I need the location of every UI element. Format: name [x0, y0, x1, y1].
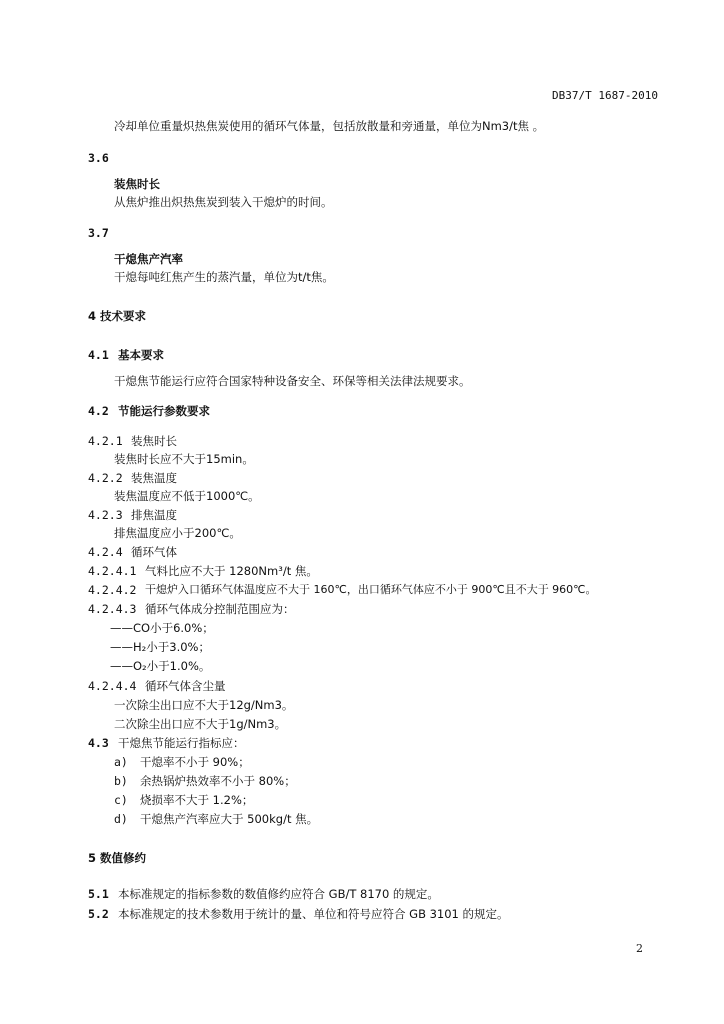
term-3-7: 干熄焦产汽率 [114, 252, 183, 266]
paragraph-5-2: 本标准规定的技术参数用于统计的量、单位和符号应符合 GB 3101 的规定。 [118, 907, 509, 921]
clause-number-4-2-3: 4.2.3 [88, 508, 123, 522]
clause-number-4-2-4-1: 4.2.4.1 [88, 564, 137, 578]
clause-number-3-7: 3.7 [88, 226, 109, 240]
clause-number-4-2-4-3: 4.2.4.3 [88, 602, 137, 616]
clause-number-3-6: 3.6 [88, 151, 109, 165]
clause-title-4-2-4: 循环气体 [131, 545, 177, 559]
clause-number-4-1: 4.1 [88, 348, 109, 362]
clause-title-4-2-2: 装焦温度 [131, 471, 177, 485]
list-marker-c: c) [114, 793, 128, 807]
clause-title-4-2: 节能运行参数要求 [118, 404, 210, 418]
paragraph-3-5-cont: 冷却单位重量炽热焦炭使用的循环气体量，包括放散量和旁通量，单位为Nm3/t焦 。 [114, 119, 545, 133]
paragraph-4-2-4-1: 气料比应不大于 1280Nm³/t 焦。 [145, 564, 318, 578]
clause-number-4-2-1: 4.2.1 [88, 434, 123, 448]
clause-number-4-2-4: 4.2.4 [88, 545, 123, 559]
list-item-c: 烧损率不大于 1.2%； [140, 793, 254, 807]
list-item-primary-dust: 一次除尘出口应不大于12g/Nm3。 [114, 698, 294, 712]
list-item-secondary-dust: 二次除尘出口应不大于1g/Nm3。 [114, 717, 287, 731]
list-marker-b: b) [114, 774, 128, 788]
list-item-co: ——CO小于6.0%； [110, 621, 214, 635]
definition-3-6: 从焦炉推出炽热焦炭到装入干熄炉的时间。 [114, 195, 333, 209]
definition-3-7: 干熄每吨红焦产生的蒸汽量，单位为t/t焦。 [114, 270, 334, 284]
paragraph-4-2-4-3: 循环气体成分控制范围应为： [145, 602, 295, 616]
clause-number-4-2-4-2: 4.2.4.2 [88, 583, 137, 597]
clause-title-4-3: 干熄焦节能运行指标应： [118, 736, 245, 750]
clause-number-4-2: 4.2 [88, 404, 109, 418]
clause-number-5-1: 5.1 [88, 887, 109, 901]
list-item-o2: ——O₂小于1.0%。 [110, 659, 211, 673]
list-item-d: 干熄焦产汽率应大于 500kg/t 焦。 [140, 812, 319, 826]
paragraph-4-2-1: 装焦时长应不大于15min。 [114, 452, 254, 466]
clause-number-4-2-2: 4.2.2 [88, 471, 123, 485]
paragraph-4-2-4-4: 循环气体含尘量 [145, 679, 226, 693]
clause-number-5-2: 5.2 [88, 907, 109, 921]
standard-code: DB37/T 1687-2010 [552, 89, 658, 102]
page-number: 2 [636, 942, 643, 955]
clause-number-4-2-4-4: 4.2.4.4 [88, 679, 137, 693]
list-item-h2: ——H₂小于3.0%； [110, 640, 210, 654]
clause-title-4-2-1: 装焦时长 [131, 434, 177, 448]
paragraph-4-2-3: 排焦温度应小于200℃。 [114, 526, 241, 540]
list-marker-d: d) [114, 812, 128, 826]
paragraph-4-1: 干熄焦节能运行应符合国家特种设备安全、环保等相关法律法规要求。 [114, 374, 471, 388]
clause-title-4-2-3: 排焦温度 [131, 508, 177, 522]
paragraph-5-1: 本标准规定的指标参数的数值修约应符合 GB/T 8170 的规定。 [118, 887, 439, 901]
section-heading-4: 4 技术要求 [88, 309, 147, 323]
paragraph-4-2-2: 装焦温度应不低于1000℃。 [114, 489, 260, 503]
list-item-b: 余热锅炉热效率不小于 80%； [140, 774, 296, 788]
term-3-6: 装焦时长 [114, 177, 160, 191]
list-item-a: 干熄率不小于 90%； [140, 755, 250, 769]
clause-number-4-3: 4.3 [88, 736, 109, 750]
clause-title-4-1: 基本要求 [118, 348, 164, 362]
section-heading-5: 5 数值修约 [88, 851, 147, 865]
list-marker-a: a) [114, 755, 128, 769]
paragraph-4-2-4-2: 干熄炉入口循环气体温度应不大于 160℃，出口循环气体应不小于 900℃且不大于 960℃。 [145, 583, 597, 596]
